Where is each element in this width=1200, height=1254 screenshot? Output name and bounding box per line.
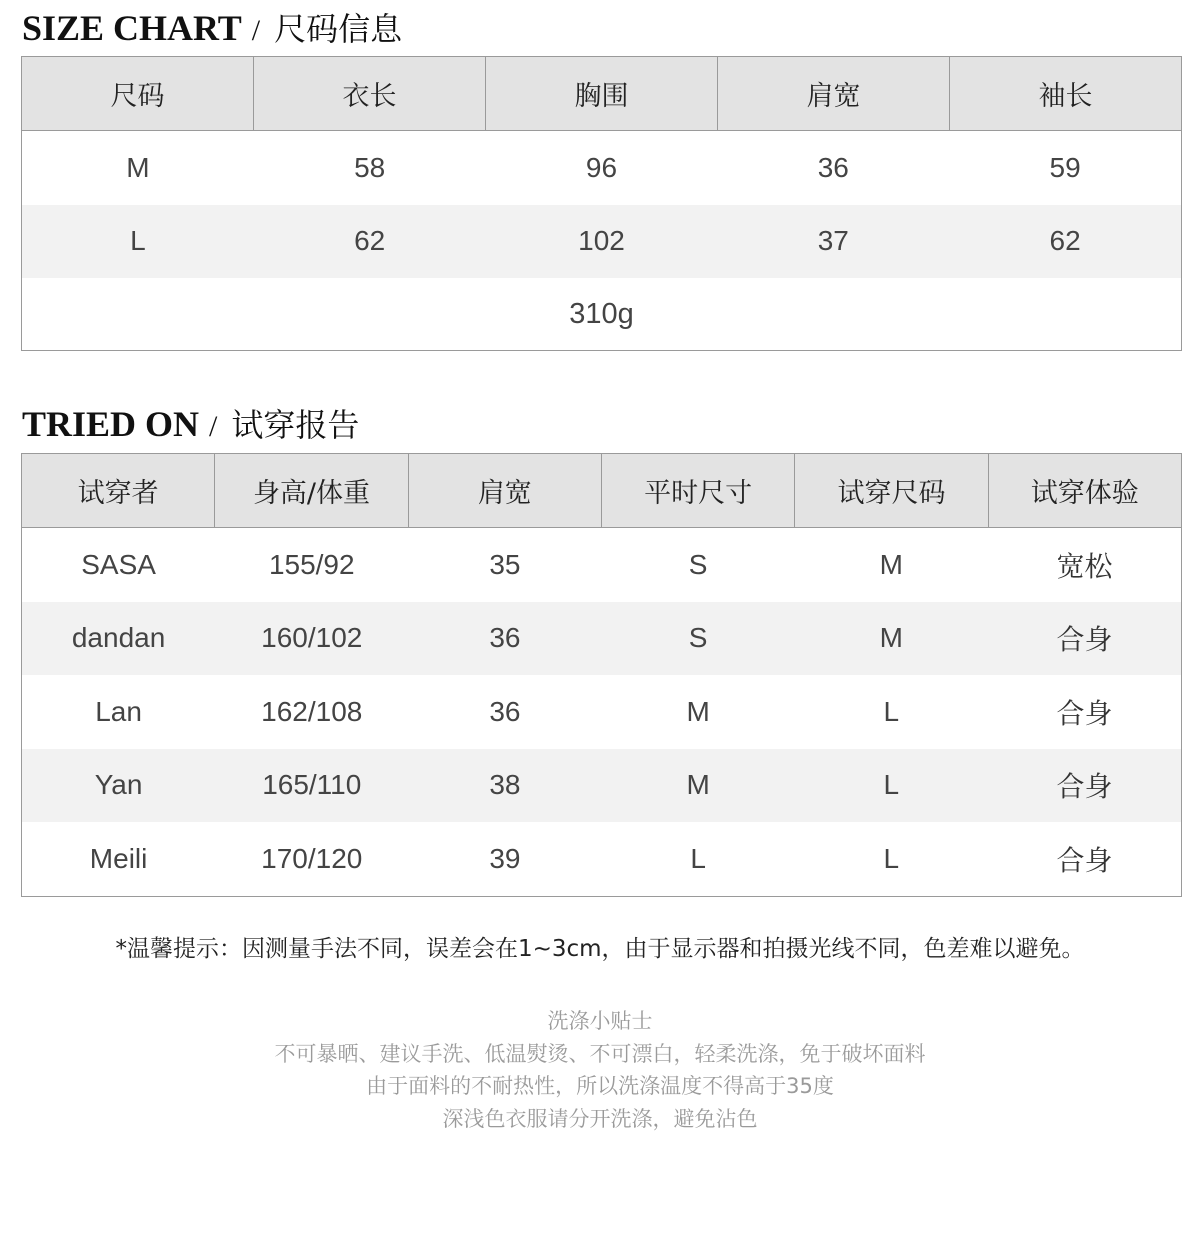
tried-on-table (21, 453, 1182, 897)
size-chart-cell: 58 (354, 151, 386, 183)
tried-on-cell: 160/102 (261, 622, 363, 654)
size-chart-cell: 102 (578, 225, 625, 257)
tried-on-row (22, 602, 1181, 676)
size-chart-title-en: SIZE CHART (22, 8, 242, 48)
size-chart-title (22, 10, 402, 46)
tried-on-header-cell: 试穿尺码 (794, 454, 987, 527)
tried-on-title-en: TRIED ON (22, 404, 200, 444)
washing-tip-line: 由于面料的不耐热性，所以洗涤温度不得高于35度 (366, 1074, 834, 1098)
size-chart-cell: M (126, 151, 150, 183)
tried-on-row (22, 749, 1181, 823)
tried-on-row (22, 528, 1181, 602)
tried-on-cell: 162/108 (261, 695, 363, 727)
washing-tip-line: 不可暴晒、建议手洗、低温熨烫、不可漂白，轻柔洗涤，免于破坏面料 (274, 1041, 926, 1066)
tried-on-header-cell: 身高/体重 (214, 454, 407, 527)
size-chart-title-separator: / (251, 14, 261, 47)
tried-on-cell: 36 (489, 622, 521, 654)
tried-on-cell: dandan (71, 622, 166, 654)
size-chart-header-cell: 尺码 (110, 81, 165, 112)
tried-on-cell: L (883, 769, 900, 801)
size-chart-cell: 59 (1049, 151, 1081, 183)
tried-on-cell: 39 (489, 842, 521, 874)
tried-on-cell: S (688, 548, 708, 580)
size-chart-row (22, 131, 1181, 205)
garment-weight: 310g (569, 297, 634, 330)
size-chart-cell: 96 (585, 151, 618, 183)
size-chart-weight-row (22, 278, 1181, 350)
tried-on-cell: M (686, 695, 710, 727)
tried-on-cell: 合身 (1056, 623, 1113, 657)
size-chart-table (21, 56, 1182, 351)
tried-on-cell: 36 (489, 695, 521, 727)
tried-on-cell: 38 (489, 769, 521, 801)
tried-on-cell: 170/120 (261, 842, 363, 874)
size-chart-cell: 62 (354, 225, 386, 257)
tried-on-cell: L (883, 842, 900, 874)
size-chart-cell: 62 (1049, 225, 1081, 257)
tried-on-cell: 合身 (1056, 843, 1113, 877)
tried-on-header-cell: 试穿者 (77, 478, 159, 509)
tried-on-cell: M (879, 548, 903, 580)
tried-on-cell: Yan (94, 769, 143, 801)
size-chart-cell: 37 (817, 225, 849, 257)
tried-on-header-cell: 肩宽 (408, 454, 601, 527)
tried-on-header-cell: 平时尺寸 (601, 454, 794, 527)
washing-tips (0, 1005, 1200, 1135)
tried-on-cell: Lan (95, 695, 142, 727)
washing-tips-title: 洗涤小贴士 (547, 1009, 653, 1033)
tried-on-cell: 宽松 (1056, 549, 1113, 583)
measurement-tip: *温馨提示：因测量手法不同，误差会在1~3cm，由于显示器和拍摄光线不同，色差难以避免。 (115, 936, 1085, 962)
size-chart-header-cell: 衣长 (253, 57, 485, 130)
tried-on-header-cell: 试穿体验 (988, 454, 1181, 527)
tried-on-row (22, 675, 1181, 749)
size-chart-header-cell: 肩宽 (717, 57, 949, 130)
tried-on-title-separator: / (209, 410, 218, 443)
tried-on-header-row (22, 454, 1181, 528)
tried-on-cell: 35 (489, 548, 521, 580)
tried-on-cell: 165/110 (262, 769, 362, 801)
tried-on-cell: L (690, 842, 706, 874)
tried-on-title-cn: 试穿报告 (231, 406, 360, 444)
tried-on-cell: SASA (81, 548, 156, 580)
tried-on-title (22, 406, 359, 442)
tried-on-cell: M (686, 769, 710, 801)
tried-on-cell: 155/92 (268, 548, 355, 580)
tried-on-cell: S (688, 622, 708, 654)
size-chart-cell: L (130, 225, 146, 257)
tried-on-cell: 合身 (1056, 770, 1113, 804)
size-chart-header-cell: 袖长 (949, 57, 1181, 130)
tried-on-cell: L (883, 695, 900, 727)
tried-on-cell: 合身 (1056, 696, 1113, 730)
size-chart-row (22, 205, 1181, 279)
size-chart-title-cn: 尺码信息 (274, 10, 403, 48)
tried-on-row (22, 822, 1181, 896)
size-chart-header-row (22, 57, 1181, 131)
tried-on-cell: M (879, 622, 903, 654)
tried-on-cell: Meili (89, 842, 148, 874)
size-chart-header-cell: 胸围 (485, 57, 717, 130)
washing-tip-line: 深浅色衣服请分开洗涤，避免沾色 (442, 1106, 758, 1131)
size-chart-cell: 36 (817, 151, 849, 183)
